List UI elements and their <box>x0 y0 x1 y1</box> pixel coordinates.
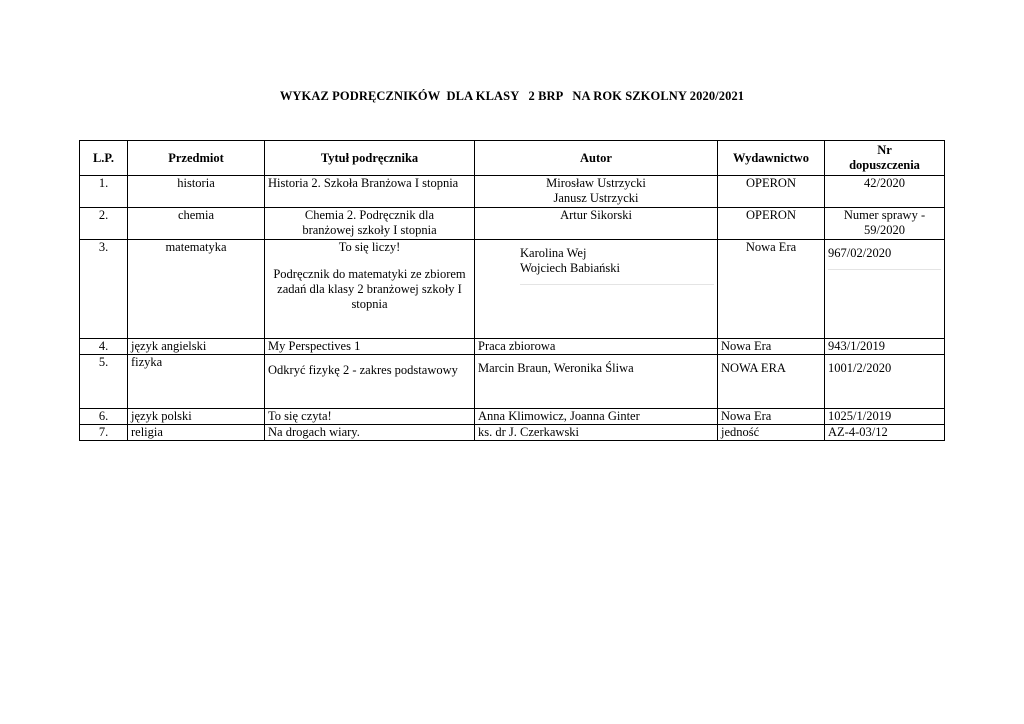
cell-subject: chemia <box>128 208 265 240</box>
cell-lp: 5. <box>80 355 128 409</box>
approval-line: Numer sprawy - <box>843 208 926 222</box>
cell-subject: historia <box>128 176 265 208</box>
cell-title: Historia 2. Szkoła Branżowa I stopnia <box>265 176 475 208</box>
header-publisher: Wydawnictwo <box>718 141 825 176</box>
header-book-title: Tytuł podręcznika <box>265 141 475 176</box>
approval-line: 59/2020 <box>864 223 905 237</box>
table-row <box>80 339 945 355</box>
cell-approval: 943/1/2019 <box>825 339 945 355</box>
cell-title: Na drogach wiary. <box>265 425 475 441</box>
cell-approval: 1001/2/2020 <box>825 355 945 409</box>
cell-author <box>475 176 718 208</box>
cell-lp: 3. <box>80 240 128 339</box>
cell-approval <box>825 208 945 240</box>
document-title: WYKAZ PODRĘCZNIKÓW DLA KLASY 2 BRP NA ROK SZKOLNY 2020/2021 <box>279 89 745 103</box>
cell-author <box>475 240 718 339</box>
cell-title <box>265 240 475 339</box>
cell-lp: 1. <box>80 176 128 208</box>
cell-subject: matematyka <box>128 240 265 339</box>
cell-publisher: Nowa Era <box>718 240 825 339</box>
cell-subject: fizyka <box>128 355 265 409</box>
header-author: Autor <box>475 141 718 176</box>
header-approval-line-1: Nr <box>877 143 892 157</box>
header-lp: L.P. <box>80 141 128 176</box>
cell-lp: 4. <box>80 339 128 355</box>
cell-lp: 7. <box>80 425 128 441</box>
cell-subject: język polski <box>128 409 265 425</box>
cell-publisher: NOWA ERA <box>718 355 825 409</box>
cell-publisher: OPERON <box>718 176 825 208</box>
title-line: Chemia 2. Podręcznik dla <box>304 208 435 222</box>
author-line: Mirosław Ustrzycki <box>546 176 646 190</box>
cell-title: To się czyta! <box>265 409 475 425</box>
header-subject: Przedmiot <box>128 141 265 176</box>
cell-title: My Perspectives 1 <box>265 339 475 355</box>
cell-approval: 1025/1/2019 <box>825 409 945 425</box>
cell-publisher: Nowa Era <box>718 409 825 425</box>
table-row <box>80 425 945 441</box>
table-header-row <box>80 141 945 176</box>
cell-publisher: Nowa Era <box>718 339 825 355</box>
faint-divider <box>520 284 714 285</box>
cell-subject: język angielski <box>128 339 265 355</box>
table-row <box>80 176 945 208</box>
cell-author: ks. dr J. Czerkawski <box>475 425 718 441</box>
cell-approval <box>825 240 945 339</box>
cell-title: Odkryć fizykę 2 - zakres podstawowy <box>265 355 475 409</box>
title-description: Podręcznik do matematyki ze zbiorem zadań dla klasy 2 branżowej szkoły I stopnia <box>273 267 466 311</box>
approval-line: 967/02/2020 <box>828 246 892 260</box>
header-approval-number <box>825 141 945 176</box>
header-approval-line-2: dopuszczenia <box>849 158 920 172</box>
cell-lp: 2. <box>80 208 128 240</box>
cell-publisher: jedność <box>718 425 825 441</box>
cell-publisher: OPERON <box>718 208 825 240</box>
cell-author: Anna Klimowicz, Joanna Ginter <box>475 409 718 425</box>
cell-author: Praca zbiorowa <box>475 339 718 355</box>
textbook-table <box>79 140 945 441</box>
author-line: Karolina Wej <box>520 246 587 260</box>
cell-author: Artur Sikorski <box>475 208 718 240</box>
table-row <box>80 355 945 409</box>
cell-lp: 6. <box>80 409 128 425</box>
author-line: Janusz Ustrzycki <box>553 191 639 205</box>
author-line: Wojciech Babiański <box>520 261 621 275</box>
table-row <box>80 208 945 240</box>
cell-subject: religia <box>128 425 265 441</box>
faint-divider <box>828 269 941 270</box>
table-row <box>80 240 945 339</box>
cell-author: Marcin Braun, Weronika Śliwa <box>475 355 718 409</box>
cell-approval: 42/2020 <box>825 176 945 208</box>
table-row <box>80 409 945 425</box>
cell-approval: AZ-4-03/12 <box>825 425 945 441</box>
cell-title <box>265 208 475 240</box>
title-line: branżowej szkoły I stopnia <box>302 223 437 237</box>
title-line: To się liczy! <box>338 240 401 254</box>
